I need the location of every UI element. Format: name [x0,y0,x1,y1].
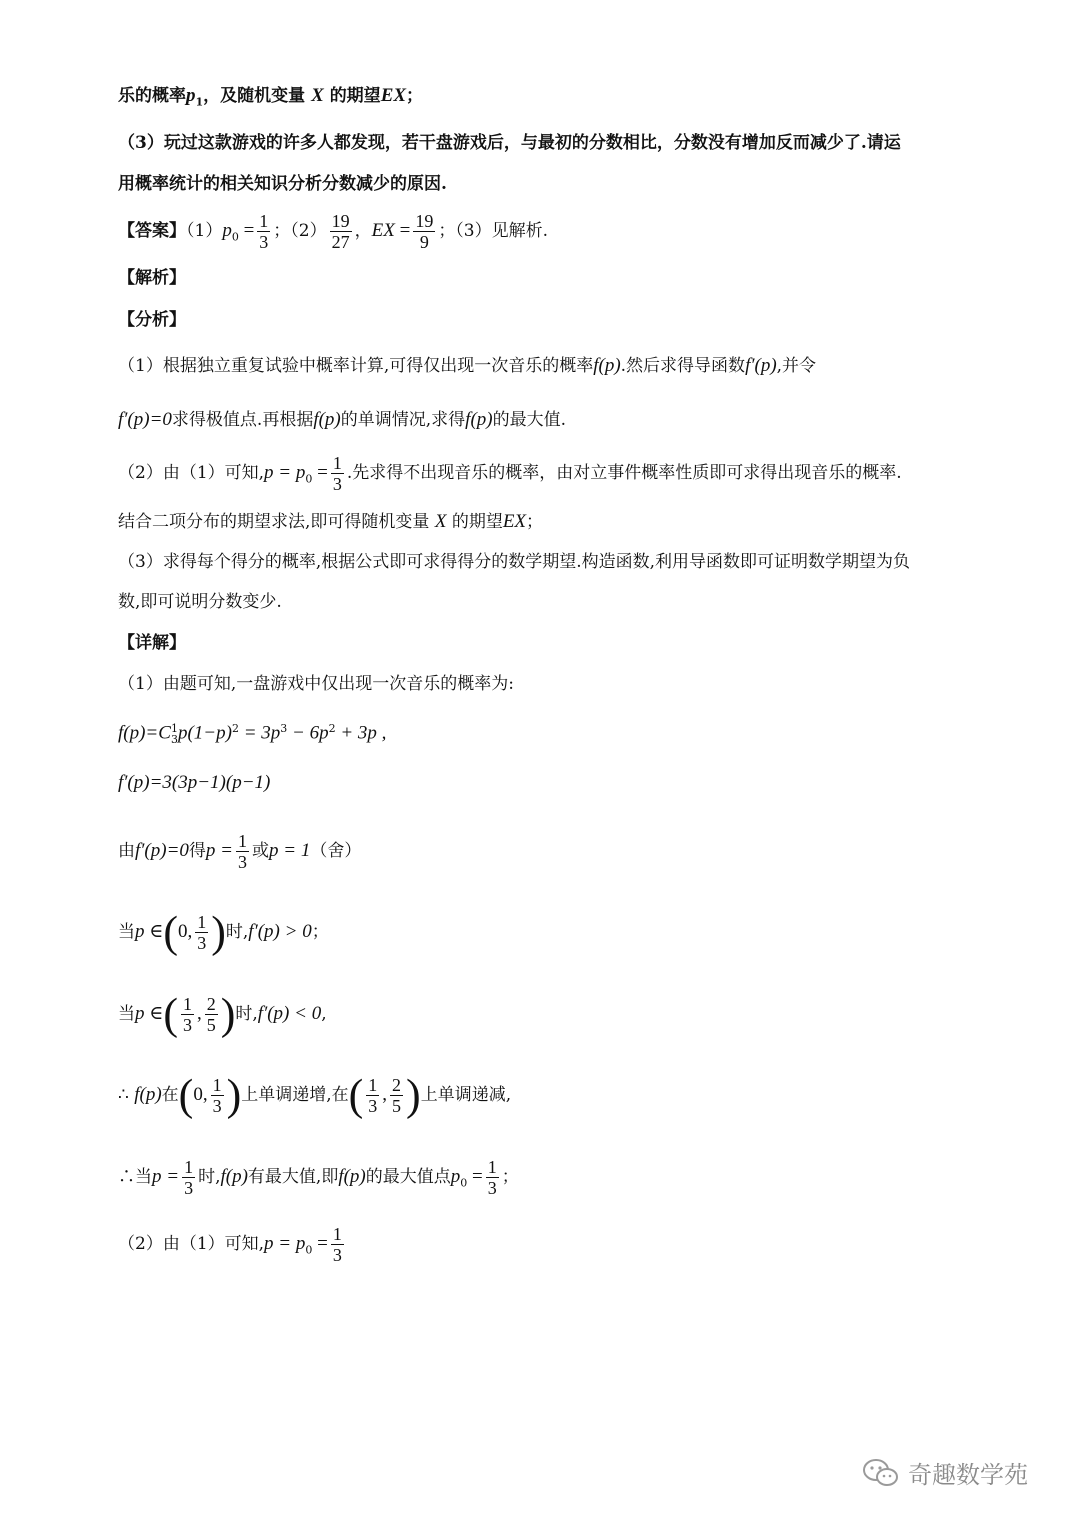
fraction: $\frac{19}{27}$ [331,211,350,252]
equation-derivative: f′(p)=3(3p−1)(p−1) [118,772,271,793]
analysis-2-line-1: （2）由（1）可知$,p = p_0$ = $\frac{1}{3}$ .先求得不出现音乐的概率，由对立事件概率性质即可求得出现音乐的概率. [118,453,902,494]
question-3-line-2: 用概率统计的相关知识分析分数减少的原因. [118,174,447,194]
detail-1-intro: （1）由题可知,一盘游戏中仅出现一次音乐的概率为: [118,674,514,694]
fraction: $\frac{1}{3}$ [487,1157,497,1198]
wechat-icon [862,1457,900,1489]
fraction: $\frac{1}{3}$ [332,1224,342,1265]
fraction: $\frac{19}{9}$ [415,211,434,252]
fraction: $\frac{1}{3}$ [212,1075,222,1116]
question-tail-line: 乐的概率$p_1$，及随机变量 X 的期望EX； [118,85,424,109]
fraction: $\frac{1}{3}$ [238,831,247,872]
analysis-3-line-2: 数,即可说明分数变少. [118,592,282,612]
fraction: $\frac{1}{3}$ [182,994,192,1035]
fraction: $\frac{2}{5}$ [206,994,216,1035]
question-3-line-1: （3）玩过这款游戏的许多人都发现，若干盘游戏后，与最初的分数相比，分数没有增加反而减少了.请运 [118,133,901,153]
equation-critical-point: 由f′(p)=0得p = $\frac{1}{3}$ 或p = 1（舍） [118,831,362,872]
fraction: $\frac{1}{3}$ [184,1157,194,1198]
fraction: $\frac{1}{3}$ [197,912,207,953]
fraction: $\frac{1}{3}$ [259,211,269,252]
equation-fp: f(p)=C 1 3 $p(1-p)^2 = 3p^3 - 6p^2 + 3p$ , [118,722,387,747]
analysis-3-line-1: （3）求得每个得分的概率,根据公式即可求得得分的数学期望.构造函数,利用导函数即可证明数学期望为负 [118,552,911,572]
watermark-text: 奇趣数学苑 [908,1461,1028,1489]
section-xiangjie: 【详解】 [118,633,186,653]
answer-line: 【答案】$(1)p_0$ = $\frac{1}{3}$ ；（2） $\frac{19}{27}$ ，EX = $\frac{19}{9}$ ；（3）见解析. [118,211,549,252]
analysis-2-line-2: 结合二项分布的期望求法,即可得随机变量 X 的期望EX； [118,511,544,532]
analysis-1-line-1: （1）根据独立重复试验中概率计算,可得仅出现一次音乐的概率f(p).然后求得导函数f′(p),并令 [118,355,817,376]
maximum-conclusion: ∴当p = $\frac{1}{3}$ 时,f(p)有最大值,即f(p)的最大值点$p_0$ = $\frac{1}{3}$ ； [118,1157,519,1198]
interval-increasing: 当p ∈(0, $\frac{1}{3}$ )时,f′(p) > 0； [118,907,329,957]
monotonic-conclusion: ∴ f(p)在(0, $\frac{1}{3}$ )上单调递增,在( $\frac{1}{3}$ , $\frac{2}{5}$ )上单调递减, [118,1070,512,1120]
detail-2-line: （2）由（1）可知$,p = p_0$ = $\frac{1}{3}$ [118,1224,342,1265]
watermark [862,1455,1028,1490]
fraction: $\frac{1}{3}$ [332,453,342,494]
fraction: $\frac{2}{5}$ [392,1075,402,1116]
fraction: $\frac{1}{3}$ [368,1075,378,1116]
interval-decreasing: 当p ∈( $\frac{1}{3}$ , $\frac{2}{5}$ )时,f′(p) < 0, [118,989,327,1039]
section-fenxi: 【分析】 [118,310,186,330]
section-jiexi: 【解析】 [118,268,186,288]
analysis-1-line-2: f′(p)=0求得极值点.再根据f(p)的单调情况,求得f(p)的最大值. [118,409,567,430]
